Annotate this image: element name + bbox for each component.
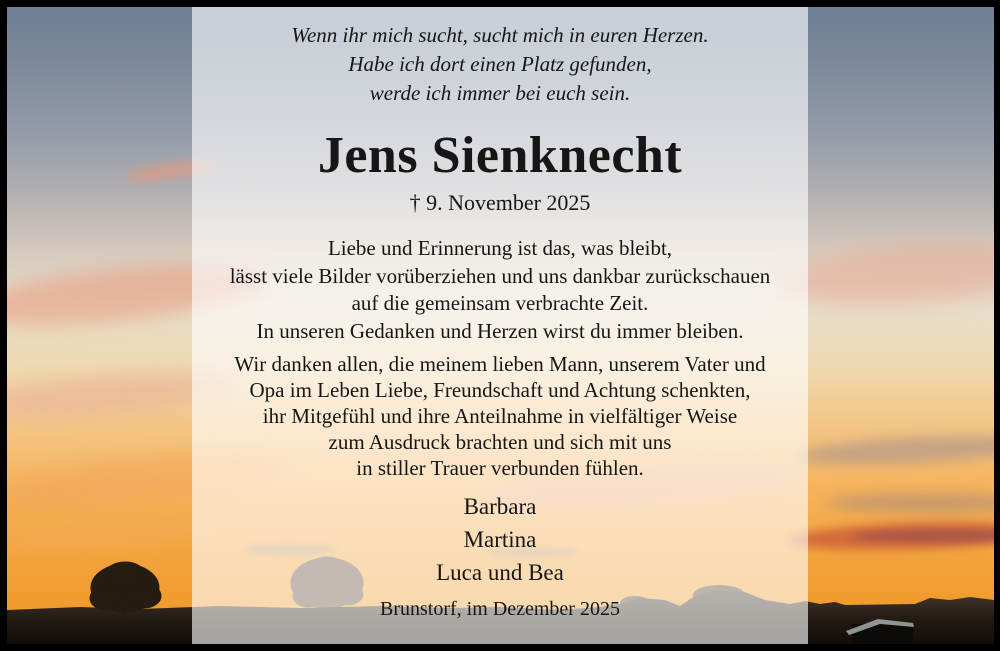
thanks-line: in stiller Trauer verbunden fühlen. [356,456,644,480]
thanks-line: Opa im Leben Liebe, Freundschaft und Achtung schenkten, [249,378,751,402]
deceased-name: Jens Sienknecht [317,127,683,184]
epigraph-line: werde ich immer bei euch sein. [369,81,631,105]
mourner-name: Barbara [463,494,537,519]
thanks-line: zum Ausdruck brachten und sich mit uns [328,430,672,454]
mourners-list [436,490,564,589]
epigraph-line: Wenn ihr mich sucht, sucht mich in euren Herzen. [291,23,709,47]
epigraph [291,21,708,108]
thanks-line: Wir danken allen, die meinem lieben Mann, unserem Vater und [234,352,766,376]
memorial-line: auf die gemeinsam verbrachte Zeit. [351,291,649,315]
thanks-line: ihr Mitgefühl und ihre Anteilnahme in vielfältiger Weise [262,404,738,428]
memorial-text [230,235,771,345]
thanks-text [234,351,765,481]
epigraph-line: Habe ich dort einen Platz gefunden, [348,52,652,76]
memorial-line: In unseren Gedanken und Herzen wirst du immer bleiben. [256,318,744,343]
memorial-line: lässt viele Bilder vorüberziehen und uns dankbar zurückschauen [229,263,771,288]
closing-line: Brunstorf, im Dezember 2025 [380,598,620,620]
death-date: † 9. November 2025 [409,190,591,215]
obituary-notice-panel [192,7,808,644]
memorial-line: Liebe und Erinnerung ist das, was bleibt, [327,236,673,260]
mourner-name: Luca und Bea [436,560,564,585]
mourner-name: Martina [463,527,537,552]
